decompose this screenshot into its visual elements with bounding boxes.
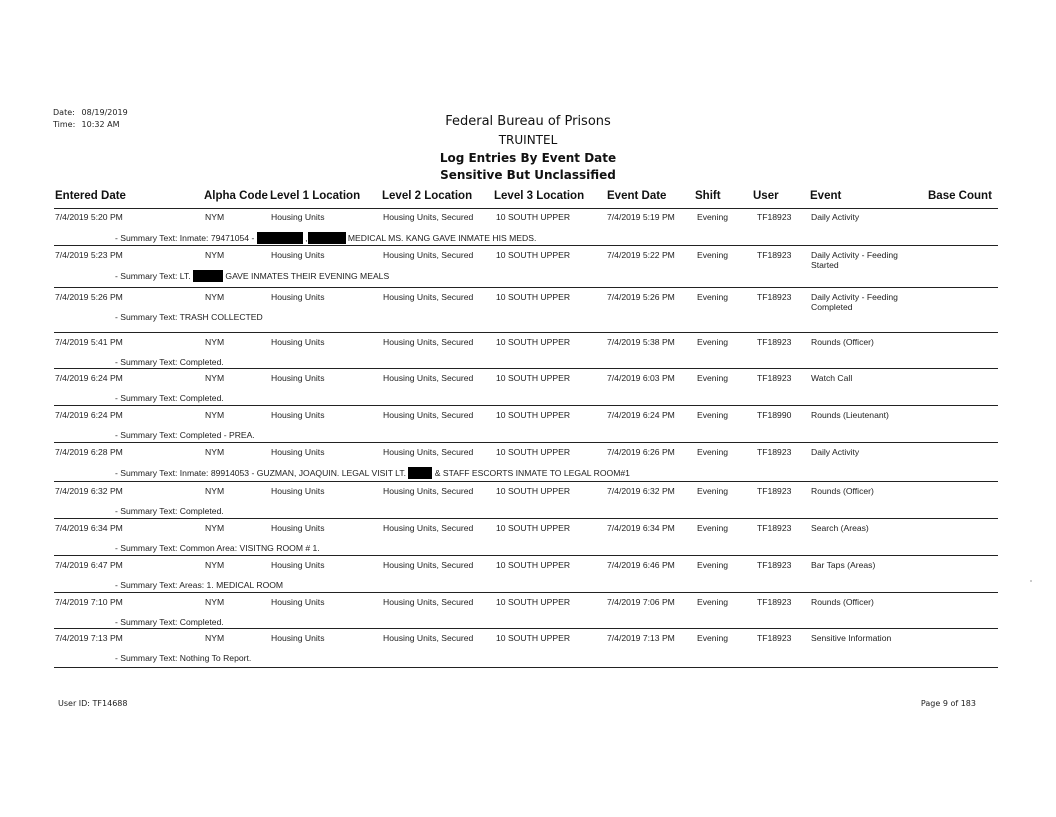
alpha-code-cell: NYM [205,447,225,457]
entered-date-cell: 7/4/2019 5:41 PM [55,337,123,347]
level3-cell: 10 SOUTH UPPER [496,373,571,383]
entered-date-cell: 7/4/2019 6:32 PM [55,486,123,496]
col-event-date: Event Date [607,190,667,202]
redaction-block [257,232,303,244]
event-date-cell: 7/4/2019 6:24 PM [607,410,675,420]
agency-title: Federal Bureau of Prisons [445,114,611,129]
level2-cell: Housing Units, Secured [383,560,474,570]
redaction-block [308,232,346,244]
alpha-code-cell: NYM [205,633,225,643]
alpha-code-cell: NYM [205,250,225,260]
event-date-cell: 7/4/2019 6:34 PM [607,523,675,533]
summary-text [115,270,389,282]
level3-cell: 10 SOUTH UPPER [496,212,571,222]
entered-date-cell: 7/4/2019 7:10 PM [55,597,123,607]
shift-cell: Evening [697,560,729,570]
summary-prefix: - Summary Text: Common Area: VISITNG ROOM # 1. [115,543,320,553]
footer-user-label: User ID: [58,699,90,708]
level1-cell: Housing Units [271,486,325,496]
redaction-block [193,270,223,282]
summary-suffix: GAVE INMATES THEIR EVENING MEALS [225,271,390,281]
summary-prefix: - Summary Text: Inmate: 79471054 - [115,233,255,243]
level3-cell: 10 SOUTH UPPER [496,337,571,347]
time-label: Time: [53,120,76,129]
time-value: 10:32 AM [81,120,120,129]
alpha-code-cell: NYM [205,410,225,420]
event-date-cell: 7/4/2019 6:03 PM [607,373,675,383]
level2-cell: Housing Units, Secured [383,212,474,222]
level1-cell: Housing Units [271,597,325,607]
level1-cell: Housing Units [271,560,325,570]
summary-prefix: - Summary Text: Completed. [115,393,224,403]
col-event: Event [810,190,842,202]
event-cell: Rounds (Officer) [811,337,874,347]
page-number: Page 9 of 183 [920,699,976,708]
level3-cell: 10 SOUTH UPPER [496,410,571,420]
date-value: 08/19/2019 [81,108,128,117]
summary-text [115,232,536,244]
classification-title: Sensitive But Unclassified [440,168,616,182]
summary-text [115,467,630,479]
level2-cell: Housing Units, Secured [383,250,474,260]
level1-cell: Housing Units [271,523,325,533]
shift-cell: Evening [697,250,729,260]
entered-date-cell: 7/4/2019 6:34 PM [55,523,123,533]
event-date-cell: 7/4/2019 5:38 PM [607,337,675,347]
user-cell: TF18923 [757,447,792,457]
user-cell: TF18923 [757,560,792,570]
summary-text [115,430,255,440]
level3-cell: 10 SOUTH UPPER [496,292,571,302]
col-user: User [753,190,779,202]
level1-cell: Housing Units [271,447,325,457]
event-cell: Search (Areas) [811,523,869,533]
summary-prefix: - Summary Text: TRASH COLLECTED [115,312,263,322]
event-cell: Daily Activity - Feeding Completed [811,292,898,312]
header-rule [54,208,998,209]
level2-cell: Housing Units, Secured [383,410,474,420]
col-base-count: Base Count [928,190,992,202]
level1-cell: Housing Units [271,292,325,302]
user-cell: TF18923 [757,486,792,496]
row-rule [54,592,998,593]
shift-cell: Evening [697,292,729,302]
event-cell: Rounds (Officer) [811,597,874,607]
event-date-cell: 7/4/2019 6:26 PM [607,447,675,457]
level1-cell: Housing Units [271,410,325,420]
level1-cell: Housing Units [271,373,325,383]
date-label: Date: [53,108,75,117]
alpha-code-cell: NYM [205,292,225,302]
level2-cell: Housing Units, Secured [383,633,474,643]
user-cell: TF18923 [757,250,792,260]
summary-prefix: - Summary Text: Completed. [115,617,224,627]
row-rule [54,245,998,246]
footer-user-value: TF14688 [92,699,128,708]
entered-date-cell: 7/4/2019 6:24 PM [55,373,123,383]
footer-user-id [58,699,127,708]
event-date-cell: 7/4/2019 5:22 PM [607,250,675,260]
entered-date-cell: 7/4/2019 6:28 PM [55,447,123,457]
level3-cell: 10 SOUTH UPPER [496,447,571,457]
level2-cell: Housing Units, Secured [383,486,474,496]
event-cell: Daily Activity [811,212,860,222]
user-cell: TF18923 [757,373,792,383]
event-cell: Watch Call [811,373,853,383]
summary-text [115,312,263,322]
event-cell: Daily Activity - Feeding Started [811,250,898,270]
event-date-cell: 7/4/2019 6:32 PM [607,486,675,496]
row-rule [54,442,998,443]
report-title: Log Entries By Event Date [439,151,617,165]
user-cell: TF18923 [757,633,792,643]
event-cell: Bar Taps (Areas) [811,560,876,570]
event-date-cell: 7/4/2019 5:19 PM [607,212,675,222]
shift-cell: Evening [697,447,729,457]
level3-cell: 10 SOUTH UPPER [496,560,571,570]
event-date-cell: 7/4/2019 5:26 PM [607,292,675,302]
row-rule [54,405,998,406]
level3-cell: 10 SOUTH UPPER [496,597,571,607]
shift-cell: Evening [697,373,729,383]
entered-date-cell: 7/4/2019 5:20 PM [55,212,123,222]
shift-cell: Evening [697,597,729,607]
col-level3: Level 3 Location [494,190,585,202]
level2-cell: Housing Units, Secured [383,597,474,607]
alpha-code-cell: NYM [205,523,225,533]
event-cell: Rounds (Officer) [811,486,874,496]
summary-text [115,653,251,663]
entered-date-cell: 7/4/2019 7:13 PM [55,633,123,643]
level1-cell: Housing Units [271,250,325,260]
entered-date-cell: 7/4/2019 6:24 PM [55,410,123,420]
entered-date-cell: 7/4/2019 5:23 PM [55,250,123,260]
col-level1: Level 1 Location [270,190,361,202]
level3-cell: 10 SOUTH UPPER [496,486,571,496]
event-cell: Sensitive Information [811,633,892,643]
system-title: TRUINTEL [498,133,558,147]
row-rule [54,481,998,482]
col-alpha-code: Alpha Code [204,190,268,202]
row-rule [54,287,998,288]
level2-cell: Housing Units, Secured [383,337,474,347]
summary-prefix: - Summary Text: Areas: 1. MEDICAL ROOM [115,580,284,590]
level1-cell: Housing Units [271,212,325,222]
summary-text [115,357,224,367]
summary-suffix: MEDICAL MS. KANG GAVE INMATE HIS MEDS. [347,233,537,243]
alpha-code-cell: NYM [205,597,225,607]
event-cell: Rounds (Lieutenant) [811,410,889,420]
shift-cell: Evening [697,523,729,533]
user-cell: TF18990 [757,410,792,420]
row-rule [54,667,998,668]
event-date-cell: 7/4/2019 7:06 PM [607,597,675,607]
user-cell: TF18923 [757,337,792,347]
row-rule [54,628,998,629]
level3-cell: 10 SOUTH UPPER [496,633,571,643]
shift-cell: Evening [697,337,729,347]
level1-cell: Housing Units [271,337,325,347]
user-cell: TF18923 [757,597,792,607]
summary-text [115,580,283,590]
summary-text [115,393,224,403]
summary-text [115,617,224,627]
summary-prefix: - Summary Text: Nothing To Report. [115,653,252,663]
level1-cell: Housing Units [271,633,325,643]
entered-date-cell: 7/4/2019 6:47 PM [55,560,123,570]
row-rule [54,368,998,369]
level2-cell: Housing Units, Secured [383,292,474,302]
col-shift: Shift [695,190,721,202]
summary-mid: , [305,233,308,243]
summary-text [115,543,320,553]
level2-cell: Housing Units, Secured [383,523,474,533]
summary-prefix: - Summary Text: Inmate: 89914053 - GUZMAN, JOAQUIN. LEGAL VISIT LT. [115,468,407,478]
alpha-code-cell: NYM [205,212,225,222]
alpha-code-cell: NYM [205,560,225,570]
summary-prefix: - Summary Text: LT. [115,271,191,281]
event-cell: Daily Activity [811,447,860,457]
level3-cell: 10 SOUTH UPPER [496,250,571,260]
alpha-code-cell: NYM [205,486,225,496]
alpha-code-cell: NYM [205,337,225,347]
event-date-cell: 7/4/2019 7:13 PM [607,633,675,643]
row-rule [54,332,998,333]
level2-cell: Housing Units, Secured [383,447,474,457]
row-rule [54,518,998,519]
summary-prefix: - Summary Text: Completed. [115,357,224,367]
user-cell: TF18923 [757,523,792,533]
level2-cell: Housing Units, Secured [383,373,474,383]
user-cell: TF18923 [757,212,792,222]
level3-cell: 10 SOUTH UPPER [496,523,571,533]
event-date-cell: 7/4/2019 6:46 PM [607,560,675,570]
col-entered-date: Entered Date [55,190,126,202]
summary-prefix: - Summary Text: Completed. [115,506,224,516]
shift-cell: Evening [697,212,729,222]
shift-cell: Evening [697,633,729,643]
scan-speck [1030,580,1032,582]
user-cell: TF18923 [757,292,792,302]
summary-text [115,506,224,516]
entered-date-cell: 7/4/2019 5:26 PM [55,292,123,302]
shift-cell: Evening [697,486,729,496]
shift-cell: Evening [697,410,729,420]
alpha-code-cell: NYM [205,373,225,383]
row-rule [54,555,998,556]
col-level2: Level 2 Location [382,190,473,202]
redaction-block [408,467,432,479]
summary-suffix: & STAFF ESCORTS INMATE TO LEGAL ROOM#1 [434,468,630,478]
summary-prefix: - Summary Text: Completed - PREA. [115,430,255,440]
